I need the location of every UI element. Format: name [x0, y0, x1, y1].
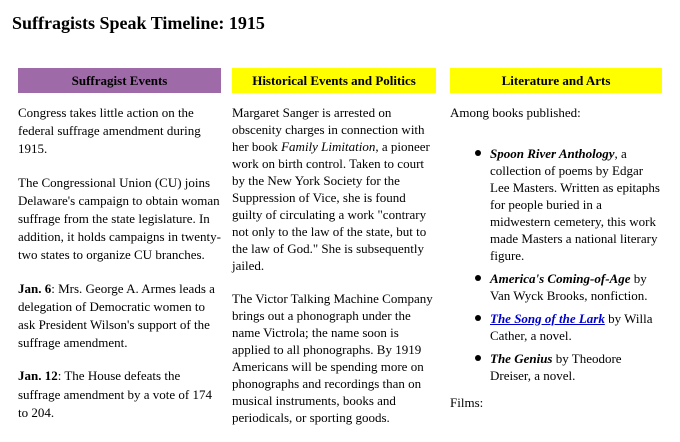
books-intro: Among books published:: [450, 105, 581, 120]
list-item: The Genius by Theodore Dreiser, a novel.: [490, 350, 662, 384]
historical-events-body: [232, 104, 436, 426]
literature-arts-body: [450, 104, 662, 411]
books-list: [450, 145, 662, 384]
historical-event-paragraph: The Victor Talking Machine Company brings out a phonograph under the name Victrola; the name soon is applied to all phonographs. By 1919 Americans will be spending more on phonographs and recordings than on musical instruments, books and periodicals, or sporting goods.: [232, 291, 433, 425]
list-item: Spoon River Anthology, a collection of poems by Edgar Lee Masters. Written as epitaphs for people buried in a midwestern cemetery, this work made Masters a national literary figure.: [490, 145, 662, 264]
song-of-the-lark-link[interactable]: The Song of the Lark: [490, 311, 605, 326]
suffragist-event-paragraph: Jan. 6: Mrs. George A. Armes leads a delegation of Democratic women to ask President Wilson's support of the suffrage amendment.: [18, 280, 215, 351]
bullet-icon: [475, 355, 481, 361]
event-date: Jan. 6: [18, 280, 52, 296]
suffragist-events-header: Suffragist Events: [18, 68, 221, 93]
bullet-icon: [475, 315, 481, 321]
literature-arts-column: [450, 68, 662, 411]
films-label: Films:: [450, 395, 484, 410]
suffragist-events-column: [18, 68, 221, 437]
historical-events-column: [232, 68, 436, 442]
bullet-icon: [475, 275, 481, 281]
suffragist-event-paragraph: Congress takes little action on the federal suffrage amendment during 1915.: [18, 105, 201, 157]
event-date: Jan. 12: [18, 368, 58, 384]
list-item: America's Coming-of-Age by Van Wyck Brooks, nonfiction.: [490, 270, 662, 304]
book-title: Family Limitation: [281, 139, 376, 154]
book-title: America's Coming-of-Age: [490, 271, 631, 286]
bullet-icon: [475, 150, 481, 156]
book-title: The Genius: [490, 351, 553, 366]
list-item: The Song of the Lark by Willa Cather, a novel.: [490, 310, 662, 344]
historical-event-paragraph: Margaret Sanger is arrested on obscenity charges in connection with her book Family Limitation, a pioneer work on birth control. Taken to court by the New York Society for the Suppression of Vice, she is found guilty of circulating a work "contrary not only to the law of the state, but to the law of God." She is subsequently jailed.: [232, 105, 430, 273]
literature-arts-header: Literature and Arts: [450, 68, 662, 93]
page-title: Suffragists Speak Timeline: 1915: [12, 13, 265, 33]
historical-events-header: Historical Events and Politics: [232, 68, 436, 93]
suffragist-events-body: [18, 104, 221, 422]
suffragist-event-paragraph: Jan. 12: The House defeats the suffrage amendment by a vote of 174 to 204.: [18, 368, 212, 420]
book-title: Spoon River Anthology: [490, 146, 615, 161]
suffragist-event-paragraph: The Congressional Union (CU) joins Delaware's campaign to obtain woman suffrage from the state legislature. In addition, it holds campaigns in twenty-two states to organize CU branches.: [18, 174, 221, 263]
